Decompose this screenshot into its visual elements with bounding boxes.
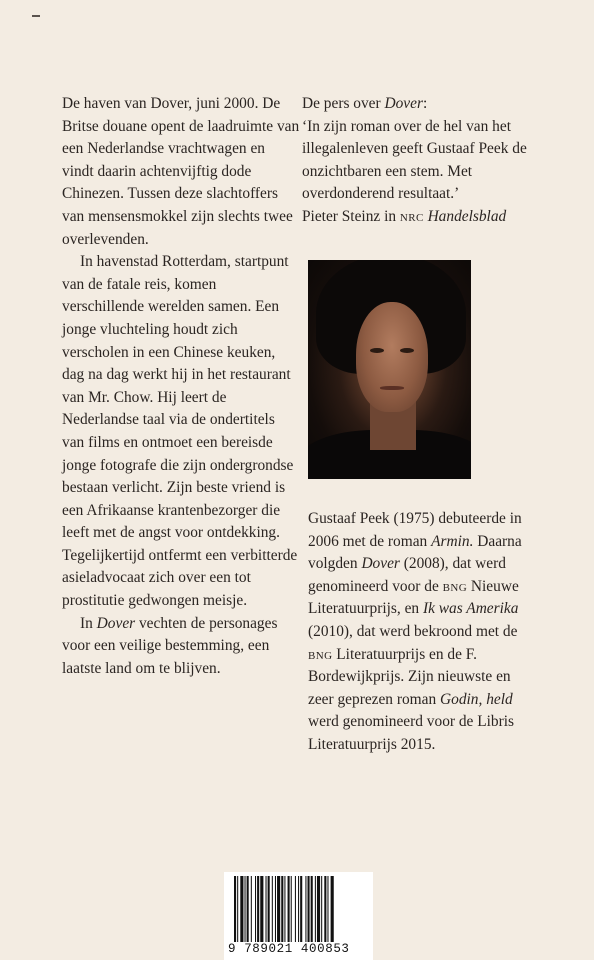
corner-mark [32, 15, 40, 17]
author-bio [308, 508, 538, 757]
barcode-bars [234, 876, 363, 942]
blurb-paragraph-3: In Dover vechten de personages voor een veilige bestemming, een laatste land om te blijven. [62, 614, 278, 677]
blurb-column [62, 93, 300, 680]
isbn-barcode [224, 872, 373, 960]
press-quote: ‘In zijn roman over de hel van het illegalenleven geeft Gustaaf Peek de onzichtbaren een stem. Met overdonderend resultaat.’ [302, 117, 527, 203]
author-bio-text: Gustaaf Peek (1975) debuteerde in 2006 met de roman Armin. Daarna volgden Dover (2008), dat werd genomineerd voor de bng Nieuwe Literatuurprijs, en Ik was Amerika (2010), dat werd bekroond met de bng Literatuurprijs en de F. Bordewijkprijs. Zijn nieuwste en zeer geprezen roman Godin, held werd genomineerd voor de Libris Literatuurprijs 2015. [308, 510, 522, 753]
blurb-paragraph-2: In havenstad Rotterdam, startpunt van de fatale reis, komen verschillende werelden samen. Een jonge vluchteling houdt zich verscholen in een Chinese keuken, dag na dag werkt hij in het restaurant van Mr. Chow. Hij leert de Nederlandse taal via de ondertitels van films en ontmoet een bereisde jonge fotografe die zijn ondergrondse bestaan verlicht. Zijn beste vriend is een Afrikaanse krantenbezorger die leeft met de angst voor ontdekking. Tegelijkertijd ontfermt een verbitterde asieladvocaat zich over een tot prostitutie gedwongen meisje. [62, 253, 298, 610]
book-title-dover: Dover [96, 614, 136, 632]
press-column [302, 93, 540, 229]
press-attribution: Pieter Steinz in nrc Handelsblad [302, 207, 507, 225]
isbn-number: 9 789021 400853 [228, 942, 350, 956]
author-portrait-photo [308, 260, 471, 479]
blurb-paragraph-1: De haven van Dover, juni 2000. De Britse douane opent de laadruimte van een Nederlandse vrachtwagen en vindt daarin achtenvijftig dode Chinezen. Tussen deze slachtoffers van mensensmokkel zijn slechts twee overlevenden. [62, 95, 300, 248]
press-heading: De pers over Dover: [302, 95, 428, 112]
